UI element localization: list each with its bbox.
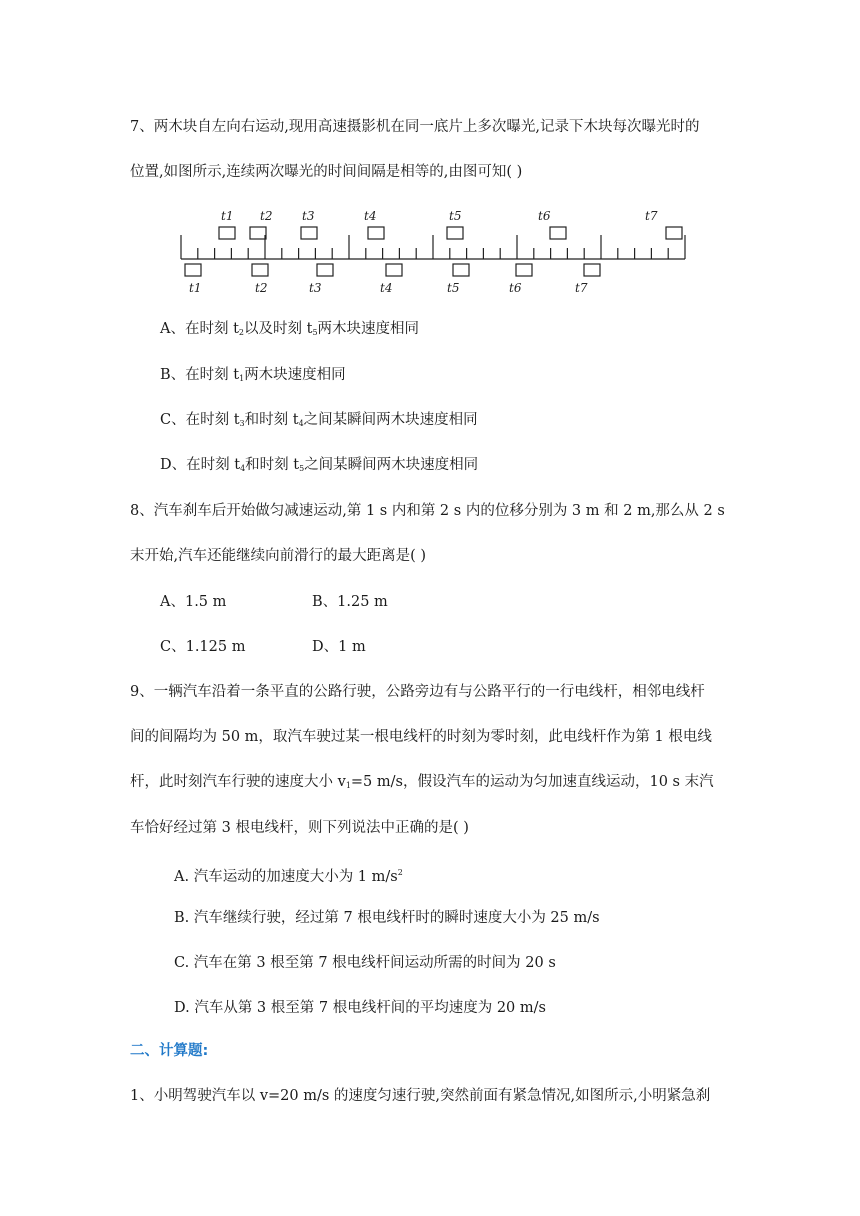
top-label-t6: t6 (538, 209, 551, 223)
q9-option-c: C. 汽车在第 3 根至第 7 根电线杆间运动所需的时间为 20 s (174, 955, 556, 971)
bottom-label-t7: t7 (575, 281, 588, 295)
q8-option-a: A、1.5 m (160, 594, 227, 610)
q7-exposure-diagram (175, 203, 690, 303)
lower-block-t7 (584, 264, 600, 276)
upper-block-t4 (368, 227, 384, 239)
q9-option-a: A. 汽车运动的加速度大小为 1 $m/s^2$ (174, 868, 403, 885)
bottom-label-t3: t3 (309, 281, 322, 295)
upper-block-t6 (550, 227, 566, 239)
upper-block-t5 (447, 227, 463, 239)
bottom-label-t6: t6 (509, 281, 522, 295)
calc1-line-1: 1、小明驾驶汽车以 v=20 m/s 的速度匀速行驶,突然前面有紧急情况,如图所示,小明紧急刹 (130, 1088, 711, 1104)
top-label-t2: t2 (260, 209, 273, 223)
q7-option-b: B、在时刻 $t_1$两木块速度相同 (160, 367, 346, 383)
top-label-t1: t1 (221, 209, 234, 223)
q9-line-2: 间的间隔均为 50 m，取汽车驶过某一根电线杆的时刻为零时刻，此电线杆作为第 1 根电线 (130, 729, 712, 745)
q8-line-2: 末开始,汽车还能继续向前滑行的最大距离是( ) (130, 548, 427, 564)
top-label-t3: t3 (302, 209, 315, 223)
q8-option-d: D、1 m (312, 639, 366, 655)
q7-line-2: 位置,如图所示,连续两次曝光的时间间隔是相等的,由图可知( ) (130, 164, 523, 180)
section-heading-calculation: 二、计算题: (130, 1043, 209, 1059)
lower-block-t1 (185, 264, 201, 276)
q7-option-d: D、在时刻 $t_4$和时刻 $t_5$之间某瞬间两木块速度相同 (160, 457, 479, 473)
q9-option-d: D. 汽车从第 3 根至第 7 根电线杆间的平均速度为 20 m/s (174, 1000, 546, 1016)
q9-line-4: 车恰好经过第 3 根电线杆，则下列说法中正确的是( ) (130, 820, 469, 836)
lower-block-t4 (386, 264, 402, 276)
q7-option-c: C、在时刻 $t_3$和时刻 $t_4$之间某瞬间两木块速度相同 (160, 412, 478, 428)
top-label-t7: t7 (645, 209, 658, 223)
q7-line-1: 7、两木块自左向右运动,现用高速摄影机在同一底片上多次曝光,记录下木块每次曝光时的 (130, 119, 700, 135)
bottom-label-t1: t1 (189, 281, 202, 295)
bottom-label-t5: t5 (447, 281, 460, 295)
upper-block-t2 (250, 227, 266, 239)
top-label-t5: t5 (449, 209, 462, 223)
q9-option-b: B. 汽车继续行驶，经过第 7 根电线杆时的瞬时速度大小为 25 m/s (174, 910, 600, 926)
q9-line-3: 杆，此时刻汽车行驶的速度大小 $v_1=5$ m/s，假设汽车的运动为匀加速直线运动，10 s 末汽 (130, 774, 714, 790)
lower-block-t2 (252, 264, 268, 276)
upper-block-t7 (666, 227, 682, 239)
q7-option-a: A、在时刻 $t_2$以及时刻 $t_5$两木块速度相同 (160, 321, 420, 337)
upper-block-t1 (219, 227, 235, 239)
upper-block-t3 (301, 227, 317, 239)
q9-line-1: 9、一辆汽车沿着一条平直的公路行驶，公路旁边有与公路平行的一行电线杆，相邻电线杆 (130, 684, 705, 700)
lower-block-t5 (453, 264, 469, 276)
bottom-label-t4: t4 (380, 281, 393, 295)
q8-option-c: C、1.125 m (160, 639, 246, 655)
top-label-t4: t4 (364, 209, 377, 223)
lower-block-t3 (317, 264, 333, 276)
lower-block-t6 (516, 264, 532, 276)
q8-line-1: 8、汽车刹车后开始做匀减速运动,第 1 s 内和第 2 s 内的位移分别为 3 m 和 2 m,那么从 2 s (130, 503, 725, 519)
bottom-label-t2: t2 (255, 281, 268, 295)
q8-option-b: B、1.25 m (312, 594, 388, 610)
